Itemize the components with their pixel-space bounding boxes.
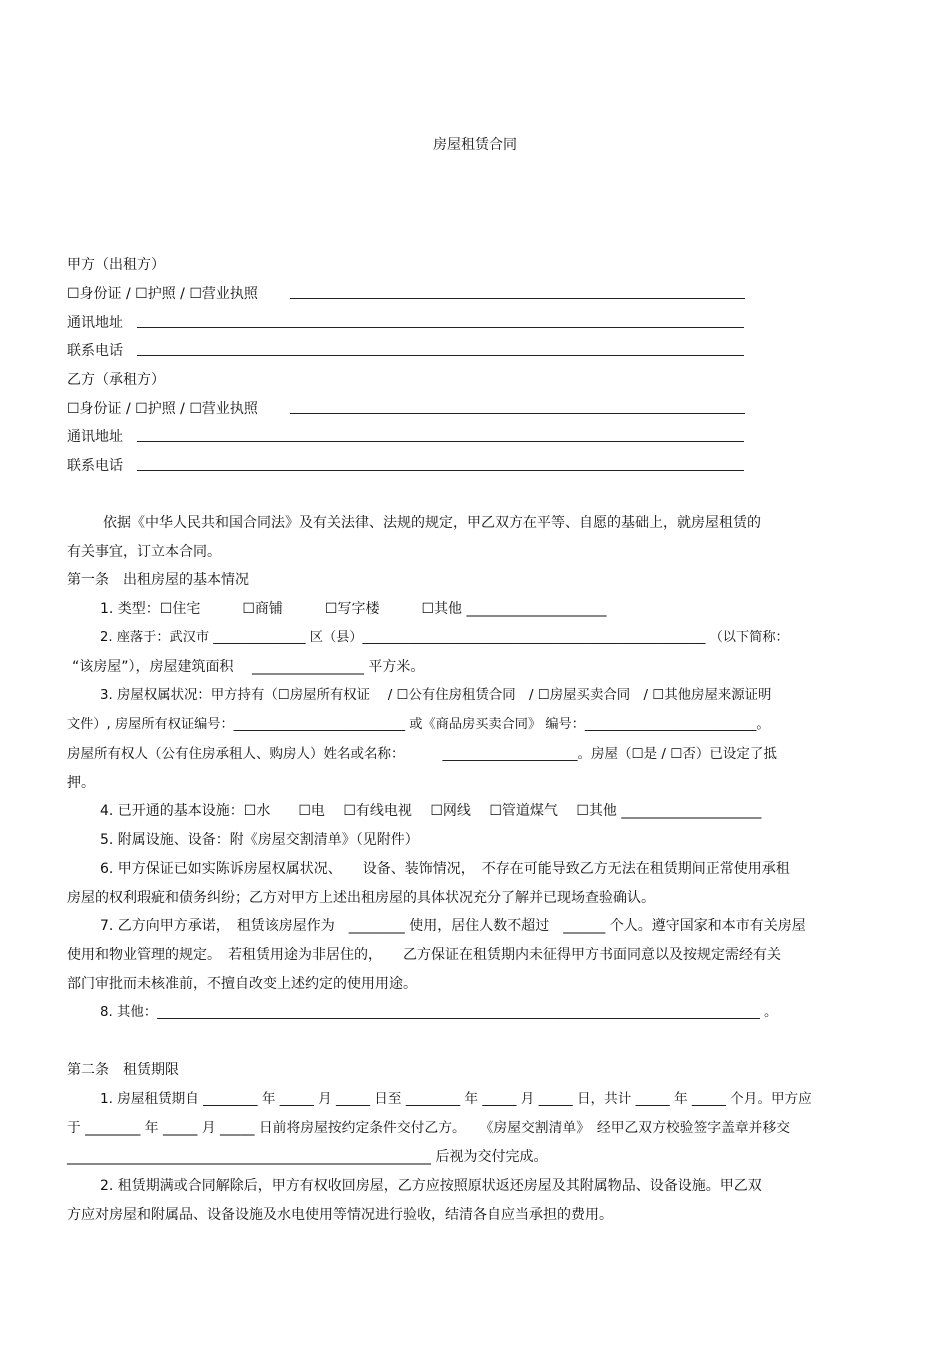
party-a-address-label: 通讯地址 bbox=[67, 315, 123, 331]
party-b-address-blank bbox=[137, 441, 744, 442]
document-title: 房屋租赁合同 bbox=[433, 137, 517, 153]
article-2-line: 于 ________ 年 _____ 月 _____ 日前将房屋按约定条件交付乙方。 《房屋交割清单》 经甲乙双方校验签字盖章并移交 bbox=[67, 1120, 791, 1136]
party-a-id-options: ☐身份证 / ☐护照 / ☐营业执照 bbox=[67, 286, 258, 302]
article-1-line: 4. 已开通的基本设施：☐水 ☐电 ☐有线电视 ☐网线 ☐管道煤气 ☐其他 ____________________ bbox=[100, 803, 762, 819]
article-2-line: 2. 租赁期满或合同解除后，甲方有权收回房屋，乙方应按照原状返还房屋及其附属物品、设备设施。甲乙双 bbox=[100, 1178, 762, 1194]
party-b-phone-label: 联系电话 bbox=[67, 458, 123, 474]
preamble-line: 有关事宜，订立本合同。 bbox=[67, 544, 221, 560]
article-2-line: 1. 房屋租赁期自 ________ 年 _____ 月 _____ 日至 ________ 年 _____ 月 _____ 日，共计 _____ 年 _____ 个月。甲方应 bbox=[100, 1091, 812, 1107]
article-1-line: 房屋的权利瑕疵和债务纠纷；乙方对甲方上述出租房屋的具体状况充分了解并已现场查验确认。 bbox=[67, 890, 655, 906]
article-1-line: 6. 甲方保证已如实陈诉房屋权属状况、 设备、装饰情况， 不存在可能导致乙方无法在租赁期间正常使用承租 bbox=[100, 861, 790, 877]
party-b-phone-blank bbox=[137, 470, 744, 471]
party-b-id-blank bbox=[290, 413, 745, 414]
article-2-line: ____________________________________________________ 后视为交付完成。 bbox=[67, 1149, 548, 1165]
article-1-line: 使用和物业管理的规定。 若租赁用途为非居住的， 乙方保证在租赁期内未征得甲方书面同意以及按规定需经有关 bbox=[67, 947, 781, 963]
preamble-line: 依据《中华人民共和国合同法》及有关法律、法规的规定，甲乙双方在平等、自愿的基础上，就房屋租赁的 bbox=[103, 515, 761, 531]
article-1-line: 8. 其他：__________________________________________________________________________________________ 。 bbox=[100, 1005, 778, 1020]
party-a-id-blank bbox=[290, 298, 745, 299]
article-1-line: 部门审批而未核准前，不擅自改变上述约定的使用用途。 bbox=[67, 976, 417, 992]
party-b-address-label: 通讯地址 bbox=[67, 429, 123, 445]
article-1-heading: 第一条 出租房屋的基本情况 bbox=[67, 572, 249, 588]
article-1-line: 押。 bbox=[67, 775, 95, 791]
party-a-phone-blank bbox=[137, 355, 744, 356]
article-2-heading: 第二条 租赁期限 bbox=[67, 1062, 179, 1078]
article-2-line: 方应对房屋和附属品、设备设施及水电使用等情况进行验收，结清各自应当承担的费用。 bbox=[67, 1207, 613, 1223]
article-1-line: 1. 类型：☐住宅 ☐商铺 ☐写字楼 ☐其他 ____________________ bbox=[100, 601, 607, 617]
article-1-line: 7. 乙方向甲方承诺， 租赁该房屋作为 ________ 使用，居住人数不超过 ______ 个人。遵守国家和本市有关房屋 bbox=[100, 918, 806, 934]
party-b-heading: 乙方（承租方） bbox=[67, 372, 165, 388]
party-a-phone-label: 联系电话 bbox=[67, 343, 123, 359]
article-1-line: 5. 附属设施、设备：附《房屋交割清单》（见附件） bbox=[100, 832, 419, 848]
party-b-id-options: ☐身份证 / ☐护照 / ☐营业执照 bbox=[67, 401, 258, 417]
article-1-line: 文件）, 房屋所有权证编号：__________________________ 或《商品房买卖合同》 编号：__________________________。 bbox=[67, 717, 770, 732]
article-1-line: 房屋所有权人（公有住房承租人、购房人）姓名或名称： ____________________。房屋（☐是 / ☐否）已设定了抵 bbox=[67, 746, 777, 762]
party-a-address-blank bbox=[137, 327, 744, 328]
article-1-line: “该房屋”），房屋建筑面积 ________________ 平方米。 bbox=[72, 659, 425, 675]
article-1-line: 2. 座落于：武汉市 ______________ 区（县）____________________________________________________ （以下简称： bbox=[100, 630, 789, 645]
article-1-line: 3. 房屋权属状况：甲方持有（☐房屋所有权证 / ☐公有住房租赁合同 / ☐房屋买卖合同 / ☐其他房屋来源证明 bbox=[100, 688, 772, 703]
party-a-heading: 甲方（出租方） bbox=[67, 257, 165, 273]
